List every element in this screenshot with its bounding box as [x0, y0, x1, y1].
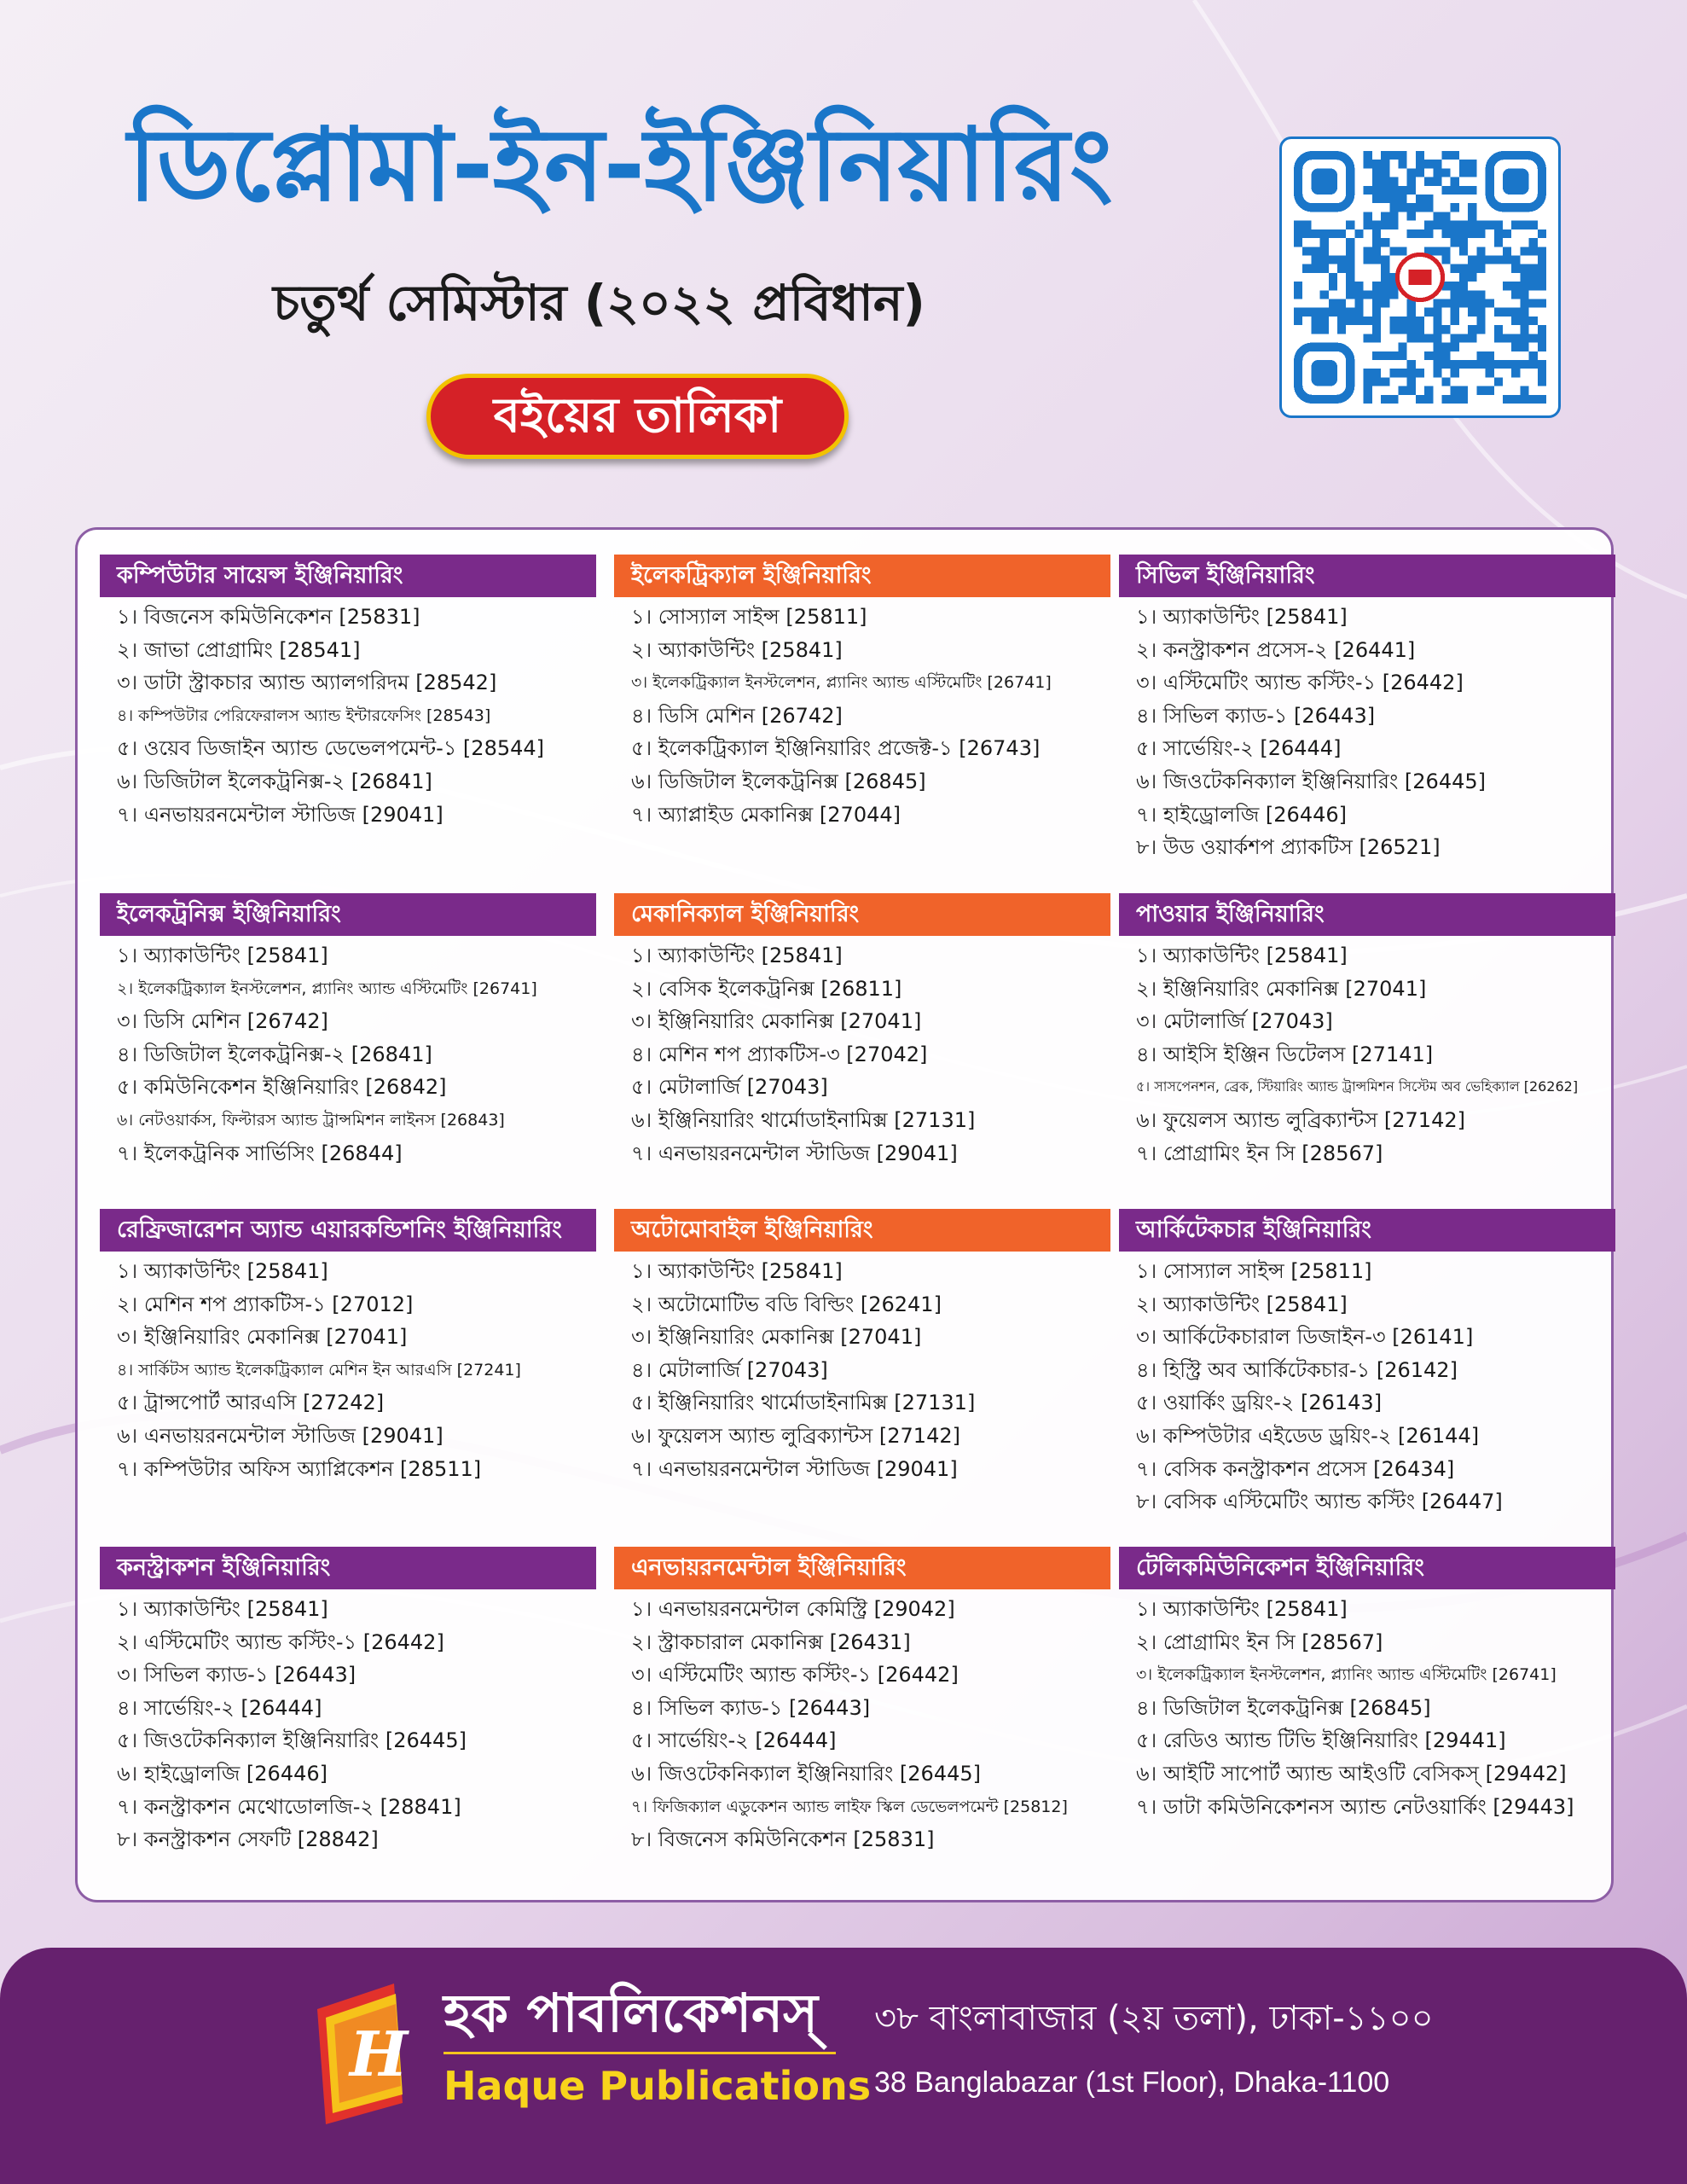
- book-item: ৪। ডিজিটাল ইলেকট্রনিক্স [26845]: [1136, 1695, 1431, 1720]
- book-item: ৬। কম্পিউটার এইডেড ড্রয়িং-২ [26144]: [1136, 1423, 1480, 1448]
- haque-publications-logo-icon: [300, 1975, 428, 2129]
- book-item: ৫। মেটালার্জি [27043]: [631, 1075, 828, 1100]
- book-item: ৪। সিভিল ক্যাড-১ [26443]: [631, 1695, 871, 1720]
- book-list: [1119, 601, 1615, 864]
- dept-heading: এনভায়রনমেন্টাল ইঞ্জিনিয়ারিং: [614, 1547, 1110, 1589]
- dept-heading: মেকানিক্যাল ইঞ্জিনিয়ারিং: [614, 893, 1110, 936]
- dept-card-electrical: [614, 555, 1110, 831]
- book-item: ৬। এনভায়রনমেন্টাল স্টাডিজ [29041]: [117, 1423, 443, 1448]
- book-item: ৭। ইলেকট্রনিক সার্ভিসিং [26844]: [117, 1141, 403, 1165]
- dept-heading: আর্কিটেকচার ইঞ্জিনিয়ারিং: [1119, 1209, 1615, 1252]
- book-item: ৩। ইলেকট্রিক্যাল ইনস্টলেশন, প্ল্যানিং অ্যান্ড এস্টিমেটিং [26741]: [1136, 1665, 1557, 1685]
- dept-heading: পাওয়ার ইঞ্জিনিয়ারিং: [1119, 893, 1615, 936]
- book-item: ৭। কনস্ট্রাকশন মেথোডোলজি-২ [28841]: [117, 1794, 461, 1819]
- book-item: ৬। ফুয়েলস অ্যান্ড লুব্রিক্যান্টস [27142]: [1136, 1107, 1465, 1132]
- book-item: ১। অ্যাকাউন্টিং [25841]: [1136, 605, 1348, 629]
- book-item: ২। ইলেকট্রিক্যাল ইনস্টলেশন, প্ল্যানিং অ্যান্ড এস্টিমেটিং [26741]: [117, 979, 537, 998]
- book-item: ৮। কনস্ট্রাকশন সেফটি [28842]: [117, 1827, 379, 1852]
- dept-card-automobile: [614, 1209, 1110, 1485]
- book-item: ৫। সার্ভেয়িং-২ [26444]: [1136, 736, 1342, 761]
- book-item: ২। জাভা প্রোগ্রামিং [28541]: [117, 637, 361, 662]
- brand-name-bangla: হক পাবলিকেশনস্: [443, 1982, 818, 2044]
- book-item: ৬। নেটওয়ার্কস, ফিল্টারস অ্যান্ড ট্রান্সমিশন লাইনস [26843]: [117, 1110, 505, 1130]
- book-item: ৬। ডিজিটাল ইলেকট্রনিক্স [26845]: [631, 769, 926, 793]
- book-list: [100, 601, 596, 831]
- book-list: [1119, 1255, 1615, 1519]
- book-list: [614, 1593, 1110, 1856]
- book-item: ২। অটোমোটিভ বডি বিল্ডিং [26241]: [631, 1292, 942, 1316]
- book-item: ৪। ডিসি মেশিন [26742]: [631, 703, 843, 728]
- book-item: ৬। জিওটেকনিক্যাল ইঞ্জিনিয়ারিং [26445]: [631, 1761, 981, 1786]
- book-item: ৭। হাইড্রোলজি [26446]: [1136, 802, 1347, 827]
- book-item: ৩। আর্কিটেকচারাল ডিজাইন-৩ [26141]: [1136, 1325, 1474, 1350]
- book-item: ২। কনস্ট্রাকশন প্রসেস-২ [26441]: [1136, 637, 1416, 662]
- book-item: ৬। জিওটেকনিক্যাল ইঞ্জিনিয়ারিং [26445]: [1136, 769, 1486, 793]
- book-item: ১। অ্যাকাউন্টিং [25841]: [631, 944, 843, 967]
- book-item: ৪। সার্কিটস অ্যান্ড ইলেকট্রিক্যাল মেশিন ইন আরএসি [27241]: [117, 1360, 521, 1380]
- address-english: 38 Banglabazar (1st Floor), Dhaka-1100: [874, 2066, 1390, 2099]
- book-item: ৭। ডাটা কমিউনিকেশনস অ্যান্ড নেটওয়ার্কিং [29443]: [1136, 1794, 1574, 1819]
- dept-heading: ইলেকট্রিক্যাল ইঞ্জিনিয়ারিং: [614, 555, 1110, 597]
- book-item: ৩। এস্টিমেটিং অ্যান্ড কস্টিং-১ [26442]: [631, 1663, 959, 1687]
- book-item: ৪। সিভিল ক্যাড-১ [26443]: [1136, 703, 1376, 728]
- book-item: ১। অ্যাকাউন্টিং [25841]: [1136, 944, 1348, 967]
- book-item: ২। মেশিন শপ প্র্যাকটিস-১ [27012]: [117, 1292, 414, 1316]
- book-item: ৫। সার্ভেয়িং-২ [26444]: [631, 1728, 837, 1753]
- book-item: ২। ইঞ্জিনিয়ারিং মেকানিক্স [27041]: [1136, 976, 1427, 1001]
- book-item: ৪। মেশিন শপ প্র্যাকটিস-৩ [27042]: [631, 1042, 928, 1066]
- book-item: ১। বিজনেস কমিউনিকেশন [25831]: [117, 605, 420, 629]
- book-item: ৭। প্রোগ্রামিং ইন সি [28567]: [1136, 1141, 1383, 1165]
- book-item: ৭। এনভায়রনমেন্টাল স্টাডিজ [29041]: [117, 802, 443, 827]
- book-item: ৩। ইঞ্জিনিয়ারিং মেকানিক্স [27041]: [631, 1009, 922, 1034]
- dept-card-refrigeration: [100, 1209, 596, 1485]
- book-item: ৮। উড ওয়ার্কশপ প্র্যাকটিস [26521]: [1136, 835, 1441, 860]
- qr-code-icon[interactable]: [1279, 136, 1561, 418]
- book-item: ৬। ফুয়েলস অ্যান্ড লুব্রিক্যান্টস [27142]: [631, 1423, 960, 1448]
- svg-text:H: H: [350, 2018, 409, 2090]
- page-title: ডিপ্লোমা-ইন-ইঞ্জিনিয়ারিং: [128, 106, 1112, 224]
- address-bangla: ৩৮ বাংলাবাজার (২য় তলা), ঢাকা-১১০০: [874, 1999, 1434, 2038]
- book-item: ৭। অ্যাপ্লাইড মেকানিক্স [27044]: [631, 802, 901, 827]
- book-item: ৩। ডাটা স্ট্রাকচার অ্যান্ড অ্যালগরিদম [28542]: [117, 671, 497, 695]
- dept-heading: ইলেকট্রনিক্স ইঞ্জিনিয়ারিং: [100, 893, 596, 936]
- book-list: [614, 1255, 1110, 1485]
- page-subtitle: চতুর্থ সেমিস্টার (২০২২ প্রবিধান): [273, 274, 925, 332]
- book-list: [614, 601, 1110, 831]
- dept-card-electronics: [100, 893, 596, 1170]
- book-item: ৫। কমিউনিকেশন ইঞ্জিনিয়ারিং [26842]: [117, 1075, 447, 1100]
- book-item: ২। অ্যাকাউন্টিং [25841]: [1136, 1292, 1348, 1316]
- brand-name-english: Haque Publications: [443, 2063, 872, 2109]
- book-item: ৫। ইঞ্জিনিয়ারিং থার্মোডাইনামিক্স [27131]: [631, 1391, 976, 1415]
- book-item: ৭। এনভায়রনমেন্টাল স্টাডিজ [29041]: [631, 1456, 958, 1481]
- book-item: ৭। কম্পিউটার অফিস অ্যাপ্লিকেশন [28511]: [117, 1456, 482, 1481]
- book-item: ২। এস্টিমেটিং অ্যান্ড কস্টিং-১ [26442]: [117, 1629, 444, 1654]
- book-item: ৮। বেসিক এস্টিমেটিং অ্যান্ড কস্টিং [26447]: [1136, 1490, 1503, 1514]
- dept-heading: অটোমোবাইল ইঞ্জিনিয়ারিং: [614, 1209, 1110, 1252]
- book-item: ১। সোস্যাল সাইন্স [25811]: [1136, 1259, 1372, 1283]
- dept-card-civil: [1119, 555, 1615, 864]
- dept-card-mechanical: [614, 893, 1110, 1170]
- book-item: ১। অ্যাকাউন্টিং [25841]: [117, 1597, 328, 1621]
- dept-heading: সিভিল ইঞ্জিনিয়ারিং: [1119, 555, 1615, 597]
- book-item: ৫। রেডিও অ্যান্ড টিভি ইঞ্জিনিয়ারিং [29441]: [1136, 1728, 1506, 1753]
- book-item: ৪। কম্পিউটার পেরিফেরালস অ্যান্ড ইন্টারফেসিং [28543]: [117, 706, 491, 725]
- book-item: ১। অ্যাকাউন্টিং [25841]: [117, 1259, 328, 1283]
- book-item: ৪। আইসি ইঞ্জিন ডিটেলস [27141]: [1136, 1042, 1434, 1066]
- book-list: [1119, 1593, 1615, 1823]
- book-item: ৩। ডিসি মেশিন [26742]: [117, 1009, 328, 1034]
- book-item: ২। বেসিক ইলেকট্রনিক্স [26811]: [631, 976, 902, 1001]
- book-item: ৬। হাইড্রোলজি [26446]: [117, 1761, 328, 1786]
- book-item: ৩। মেটালার্জি [27043]: [1136, 1009, 1333, 1034]
- book-list-badge: বইয়ের তালিকা: [426, 374, 849, 459]
- dept-card-construction: [100, 1547, 596, 1856]
- book-item: ৫। ইলেকট্রিক্যাল ইঞ্জিনিয়ারিং প্রজেক্ট-১ [26743]: [631, 736, 1041, 761]
- book-item: ৭। বেসিক কনস্ট্রাকশন প্রসেস [26434]: [1136, 1456, 1455, 1481]
- book-item: ৬। আইটি সাপোর্ট অ্যান্ড আইওটি বেসিকস্ [29442]: [1136, 1761, 1567, 1786]
- dept-card-computer: [100, 555, 596, 831]
- book-item: ৩। ইঞ্জিনিয়ারিং মেকানিক্স [27041]: [631, 1325, 922, 1350]
- book-item: ১। সোস্যাল সাইন্স [25811]: [631, 605, 867, 629]
- book-item: ৫। সাসপেনশন, ব্রেক, স্টিয়ারিং অ্যান্ড ট্রান্সমিশন সিস্টেম অব ভেহিক্যাল [26262]: [1136, 1078, 1579, 1095]
- book-item: ৬। ইঞ্জিনিয়ারিং থার্মোডাইনামিক্স [27131]: [631, 1107, 976, 1132]
- book-item: ৩। সিভিল ক্যাড-১ [26443]: [117, 1663, 357, 1687]
- book-item: ৫। ওয়েব ডিজাইন অ্যান্ড ডেভেলপমেন্ট-১ [28544]: [117, 736, 545, 761]
- book-item: ৪। ডিজিটাল ইলেকট্রনিক্স-২ [26841]: [117, 1042, 432, 1066]
- book-list: [100, 1593, 596, 1856]
- book-item: ৩। ইঞ্জিনিয়ারিং মেকানিক্স [27041]: [117, 1325, 408, 1350]
- dept-card-power: [1119, 893, 1615, 1170]
- book-item: ৪। সার্ভেয়িং-২ [26444]: [117, 1695, 322, 1720]
- book-item: ৮। বিজনেস কমিউনিকেশন [25831]: [631, 1827, 935, 1852]
- book-list: [614, 939, 1110, 1170]
- book-item: ২। অ্যাকাউন্টিং [25841]: [631, 637, 843, 662]
- book-item: ৩। ইলেকট্রিক্যাল ইনস্টলেশন, প্ল্যানিং অ্যান্ড এস্টিমেটিং [26741]: [631, 673, 1052, 693]
- book-item: ১। এনভায়রনমেন্টাল কেমিস্ট্রি [29042]: [631, 1597, 955, 1621]
- dept-card-telecommunication: [1119, 1547, 1615, 1823]
- book-list: [100, 939, 596, 1170]
- brand-divider: [443, 2052, 836, 2054]
- dept-heading: কনস্ট্রাকশন ইঞ্জিনিয়ারিং: [100, 1547, 596, 1589]
- book-item: ৭। এনভায়রনমেন্টাল স্টাডিজ [29041]: [631, 1141, 958, 1165]
- dept-heading: রেফ্রিজারেশন অ্যান্ড এয়ারকন্ডিশনিং ইঞ্জিনিয়ারিং: [100, 1209, 596, 1252]
- book-item: ৫। ট্রান্সপোর্ট আরএসি [27242]: [117, 1391, 385, 1415]
- dept-heading: টেলিকমিউনিকেশন ইঞ্জিনিয়ারিং: [1119, 1547, 1615, 1589]
- book-item: ৪। হিস্ট্রি অব আর্কিটেকচার-১ [26142]: [1136, 1357, 1458, 1382]
- book-item: ৭। ফিজিক্যাল এডুকেশন অ্যান্ড লাইফ স্কিল ডেভেলপমেন্ট [25812]: [631, 1797, 1068, 1816]
- book-item: ৬। ডিজিটাল ইলেকট্রনিক্স-২ [26841]: [117, 769, 432, 793]
- book-item: ৫। ওয়ার্কিং ড্রয়িং-২ [26143]: [1136, 1391, 1383, 1415]
- book-list: [1119, 939, 1615, 1170]
- book-item: ৩। এস্টিমেটিং অ্যান্ড কস্টিং-১ [26442]: [1136, 671, 1464, 695]
- book-item: ২। স্ট্রাকচারাল মেকানিক্স [26431]: [631, 1629, 911, 1654]
- book-item: ৪। মেটালার্জি [27043]: [631, 1357, 828, 1382]
- book-item: ১। অ্যাকাউন্টিং [25841]: [1136, 1597, 1348, 1621]
- dept-heading: কম্পিউটার সায়েন্স ইঞ্জিনিয়ারিং: [100, 555, 596, 597]
- dept-card-environmental: [614, 1547, 1110, 1856]
- book-item: ৫। জিওটেকনিক্যাল ইঞ্জিনিয়ারিং [26445]: [117, 1728, 467, 1753]
- book-item: ২। প্রোগ্রামিং ইন সি [28567]: [1136, 1629, 1383, 1654]
- book-list: [100, 1255, 596, 1485]
- dept-card-architecture: [1119, 1209, 1615, 1519]
- book-item: ১। অ্যাকাউন্টিং [25841]: [631, 1259, 843, 1283]
- book-item: ১। অ্যাকাউন্টিং [25841]: [117, 944, 328, 967]
